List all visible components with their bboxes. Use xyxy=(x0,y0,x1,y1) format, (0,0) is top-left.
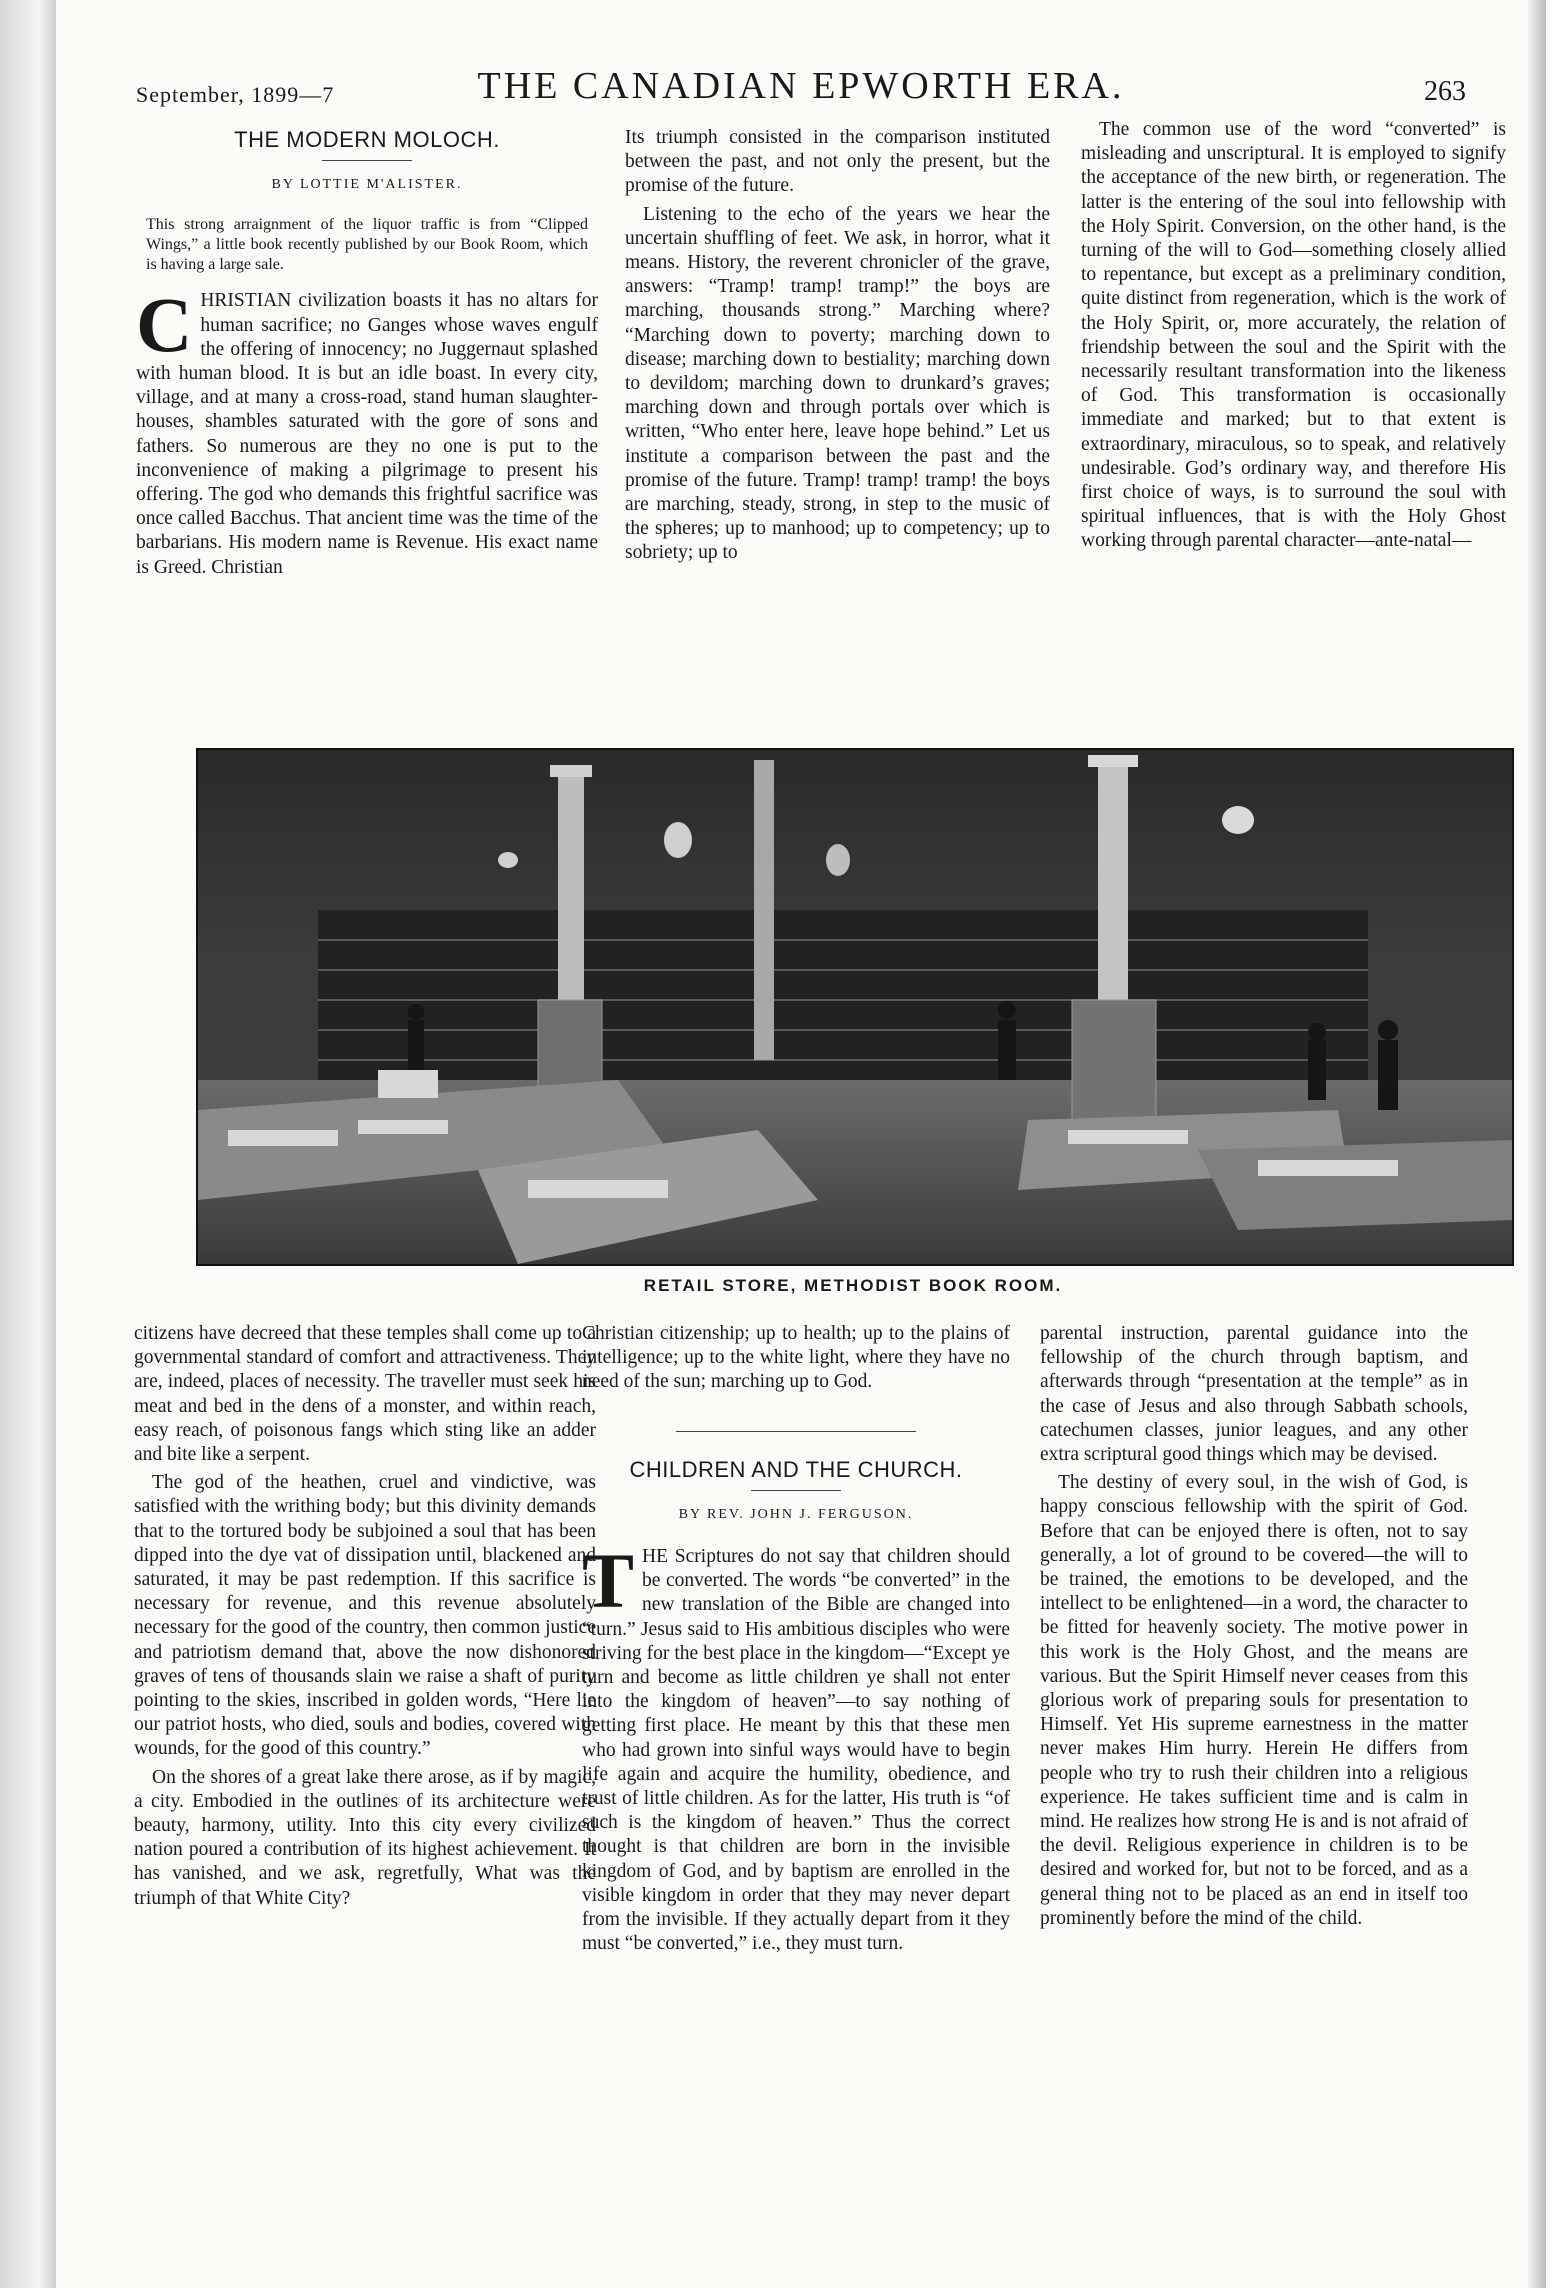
running-header xyxy=(136,58,1466,108)
article2-column-3 xyxy=(1040,1322,1468,1935)
magazine-title: THE CANADIAN EPWORTH ERA. xyxy=(477,65,1125,107)
article1-opening-text: HRISTIAN civilization boasts it has no altars for human sacrifice; no Ganges whose waves engulf the offering of innocency; no Juggernaut splashed with human blood. It is but an idle boast. In every city, village, and at many a cross-road, stand human slaughter-houses, shambles saturated with the gore of sons and fathers. So numerous are they no one is put to the inconvenience of making a pilgrimage to present his offering. The god who demands this frightful sacrifice was once called Bacchus. That ancient time was the time of the barbarians. His modern name is Revenue. His exact name is Greed. Christian xyxy=(136,290,598,578)
article2-dropcap: T xyxy=(582,1537,635,1625)
article1-opening-paragraph xyxy=(136,281,598,579)
article1-dropcap: C xyxy=(136,281,193,369)
article2-continued-column xyxy=(1081,118,1506,558)
retail-store-photo xyxy=(196,748,1514,1266)
title-rule xyxy=(751,1490,841,1491)
paragraph: Christian citizenship; up to health; up to the plains of intelligence; up to the white light, where they have no need of the sun; marching up to God. xyxy=(582,1323,1010,1393)
paragraph: The destiny of every soul, in the wish of God, is happy conscious fellowship with the spirit of God. Before that can be enjoyed there is often, not to say generally, a lot of ground to be covered—the will to be trained, the emotions to be developed, and the intellect to be enlightened—in a word, the character to be fitted for heavenly society. The motive power in this work is the Holy Ghost, and the means are various. But the Spirit Himself never ceases from this glorious work of preparing souls for presentation to Himself. Yet His supreme earnestness in the matter never makes Him hurry. Herein He differs from people who try to rush their children into a religious experience. He takes sufficient time and is calm in mind. He realizes how strong He is and is not afraid of the devil. Religious experience in children is to be desired and worked for, but not to be forced, and as a general thing not to be placed as an end in itself too prominently before the mind of the child. xyxy=(1040,1472,1468,1929)
page-binding-left xyxy=(0,0,56,2288)
paragraph: On the shores of a great lake there arose, as if by magic, a city. Embodied in the outlines of its architecture were beauty, harmony, utility. Into this city every civilized nation poured a contribution of its highest achievement. It has vanished, and we ask, regretfully, What was the triumph of that White City? xyxy=(134,1766,596,1909)
title-rule xyxy=(322,160,412,161)
page-number: 263 xyxy=(1424,76,1466,107)
article1-intro: This strong arraignment of the liquor traffic is from “Clipped Wings,” a little book recently published by our Book Room, which is having a large sale. xyxy=(146,216,588,274)
article1-byline: BY LOTTIE M'ALISTER. xyxy=(271,177,463,193)
store-interior-image xyxy=(198,750,1512,1264)
paragraph: citizens have decreed that these temples shall come up to a governmental standard of comfort and attractiveness. They are, indeed, places of necessity. The traveller must seek his meat and bed in the dens of a monster, and within reach, easy reach, of poisonous fangs which sting like an adder and bite like a serpent. xyxy=(134,1323,596,1466)
article2-opening-paragraph xyxy=(582,1537,1010,1956)
article2-column xyxy=(582,1322,1010,1960)
paragraph: The god of the heathen, cruel and vindictive, was satisfied with the writhing body; but this divinity demands that to the tortured body be subjoined a soul that has been dipped into the dye vat of dissipation until, blackened and saturated, it may be past redemption. If this sacrifice is necessary for revenue, and this revenue absolutely necessary for the good of the country, then common justice and patriotism demand that, above the now dishonored graves of tens of thousands slain we raise a shaft of purity pointing to the skies, inscribed in golden words, “Here lie our patriot hosts, who died, souls and bodies, covered with wounds, for the good of this country.” xyxy=(134,1472,596,1760)
photo-caption: RETAIL STORE, METHODIST BOOK ROOM. xyxy=(643,1276,1063,1295)
article-separator xyxy=(676,1431,916,1432)
article2-title: CHILDREN AND THE CHURCH. xyxy=(629,1456,963,1482)
article2-byline: BY REV. JOHN J. FERGUSON. xyxy=(678,1506,914,1522)
paragraph: parental instruction, parental guidance into the fellowship of the church through baptism, and afterwards through “presentation at the temple” as in the case of Jesus and also through Sabbath schools, catechumen classes, junior leagues, and any other extra scriptural good things which may be devised. xyxy=(1040,1323,1468,1466)
article2-opening-text: HE Scriptures do not say that children should be converted. The words “be converted” in the new translation of the Bible are changed into “turn.” Jesus said to His ambitious disciples who were striving for the best place in the kingdom—“Except ye turn and become as little children ye shall not enter into the kingdom of heaven”—to say nothing of getting first place. He meant by this that these men who had grown into sinful ways would have to begin life again and acquire the humility, obedience, and trust of little children. As for the latter, His truth is “of such is the kingdom of heaven.” Thus the correct thought is that children are born in the invisible kingdom of God, and by baptism are enrolled in the visible kingdom in order that they may never depart from the invisible. If they actually depart from it they must “be converted,” i.e., they must turn. xyxy=(582,1546,1010,1955)
paragraph: Listening to the echo of the years we hear the uncertain shuffling of feet. We ask, in horror, what it means. History, the reverent chronicler of the grave, answers: “Tramp! tramp! tramp!” the boys are marching, thousands strong.” Marching where? “Marching down to poverty; marching down to disease; marching down to bestiality; marching down to devildom; marching down to drunkard’s graves; marching down and through portals over which is written, “Who enter here, leave hope behind.” Let us institute a comparison between the past and the promise of the future. Tramp! tramp! tramp! the boys are marching, steady, strong, in step to the music of the spheres; up to manhood; up to competency; up to sobriety; up to xyxy=(625,203,1050,564)
header-date: September, 1899—7 xyxy=(136,82,335,107)
article1-column-2 xyxy=(625,126,1050,570)
magazine-page xyxy=(56,0,1546,2288)
article1-lower-column xyxy=(134,1322,596,1915)
page-binding-right xyxy=(1528,0,1546,2288)
paragraph: Its triumph consisted in the comparison instituted between the past, and not only the present, but the promise of the future. xyxy=(625,127,1050,197)
paragraph: The common use of the word “converted” is misleading and unscriptural. It is employed to signify the acceptance of the new birth, or regeneration. The latter is the entering of the soul into fellowship with the Holy Spirit. Conversion, on the other hand, is the turning of the will to God—something closely allied to repentance, but except as a preliminary condition, quite distinct from regeneration, which is the work of the Holy Spirit, or, more accurately, the relation of friendship between the soul and the Spirit with the necessarily resultant transformation into the likeness of God. This transformation is occasionally immediate and marked; but to that extent is extraordinary, miraculous, so to speak, and relatively undesirable. God’s ordinary way, and therefore His first choice of ways, is to surround the soul with spiritual influences, that is with the Holy Ghost working through parental character—ante-natal— xyxy=(1081,119,1506,552)
article1-title: THE MODERN MOLOCH. xyxy=(234,127,500,152)
article1-column-1 xyxy=(136,118,598,584)
